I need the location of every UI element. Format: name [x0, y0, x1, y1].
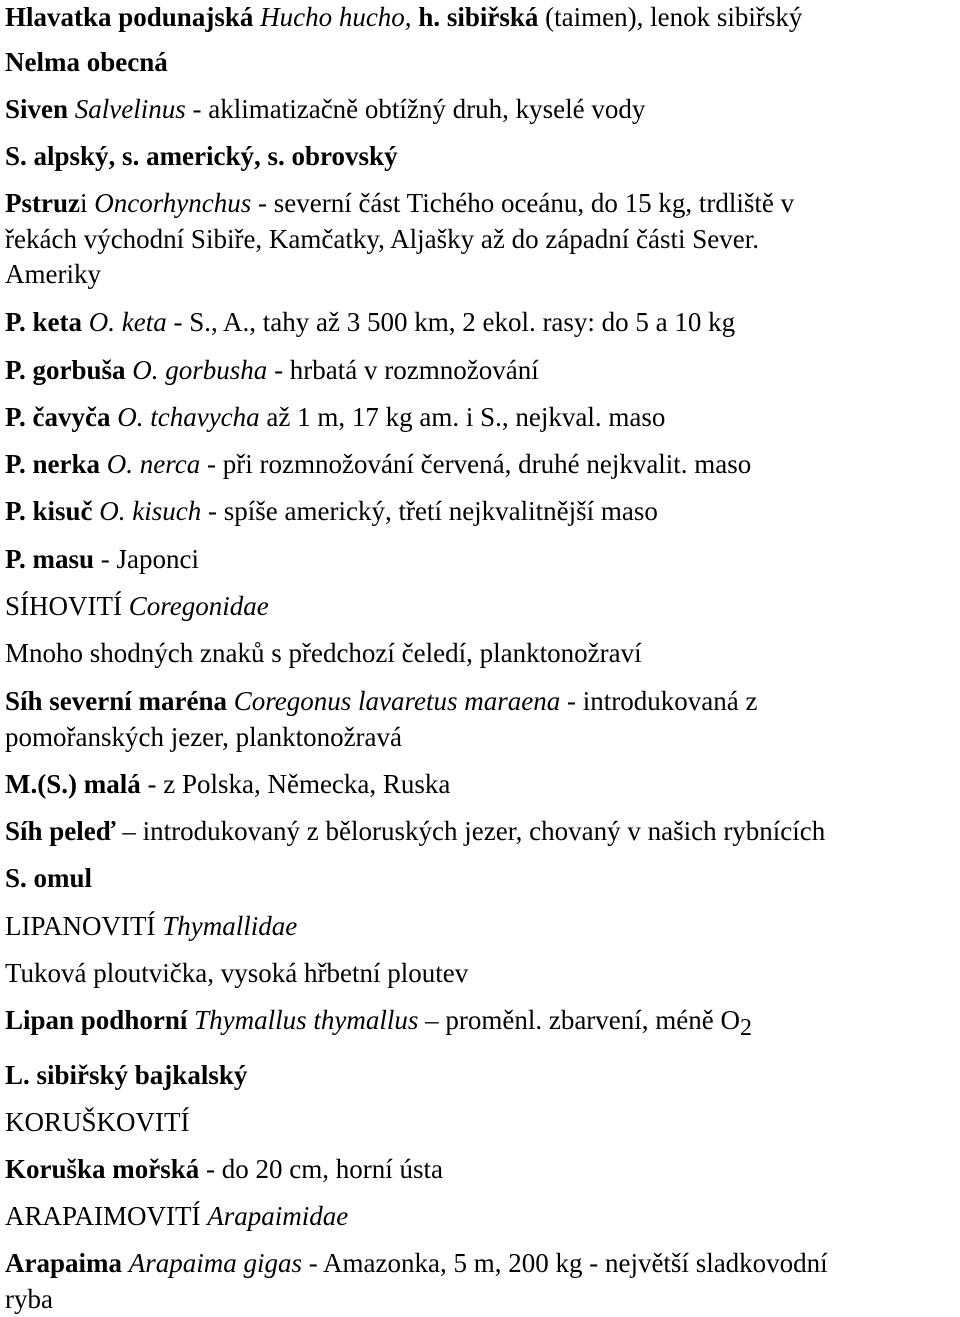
text-segment: P. masu [5, 544, 95, 574]
text-segment: - severní část Tichého oceánu, do 15 kg, trdliště v [251, 188, 795, 218]
text-segment: P. keta [5, 307, 89, 337]
text-line [5, 45, 168, 79]
text-segment: S. omul [5, 863, 93, 893]
text-segment: LIPANOVITÍ [5, 911, 163, 941]
text-segment: O. tchavycha [117, 402, 260, 432]
text-segment: Síh severní maréna [5, 686, 234, 716]
text-segment: P. čavyča [5, 402, 118, 432]
text-segment: L. sibiřský bajkalský [5, 1060, 248, 1090]
text-segment: Síh peleď [5, 816, 123, 846]
text-segment: Arapaima [5, 1248, 129, 1278]
text-line [5, 0, 802, 34]
text-segment: Nelma obecná [5, 47, 168, 77]
text-segment: - S., A., tahy až 3 500 km, 2 ekol. rasy: do 5 a 10 kg [166, 307, 736, 337]
text-segment: Coregonidae [128, 591, 269, 621]
text-segment: SÍHOVITÍ [5, 591, 129, 621]
text-segment: Siven [5, 94, 75, 124]
text-segment: - hrbatá v rozmnožování [267, 355, 539, 385]
text-line [5, 305, 735, 339]
text-segment: P. kisuč [5, 496, 100, 526]
text-line [5, 1246, 828, 1280]
text-segment: - introdukovaná z [560, 686, 758, 716]
text-segment: M.(S.) malá [5, 769, 141, 799]
text-line [5, 222, 759, 256]
text-segment: 2 [740, 1015, 752, 1041]
text-line [5, 400, 665, 434]
text-segment: až 1 m, 17 kg am. i S., nejkval. maso [259, 402, 666, 432]
text-line [5, 1152, 443, 1186]
text-segment: Hlavatka podunajská [5, 2, 261, 32]
text-segment: Thymallus thymallus [194, 1005, 419, 1035]
text-line [5, 1199, 348, 1233]
text-line [5, 814, 825, 848]
text-segment: (taimen), lenok sibiřský [545, 2, 803, 32]
text-segment: - z Polska, Německa, Ruska [140, 769, 451, 799]
text-segment: O. keta [88, 307, 167, 337]
text-segment: Thymallidae [162, 911, 298, 941]
text-line [5, 720, 402, 754]
text-segment: Oncorhynchus [94, 188, 252, 218]
text-segment: S. alpský, s. americký, s. obrovský [5, 141, 398, 171]
text-line [5, 589, 269, 623]
text-segment: – introdukovaný z běloruských jezer, chovaný v našich rybnících [122, 816, 826, 846]
text-segment: Mnoho shodných znaků s předchozí čeledí, planktonožraví [5, 638, 642, 668]
text-segment: - spíše americký, třetí nejkvalitnější maso [201, 496, 658, 526]
text-segment: Salvelinus [74, 94, 186, 124]
text-segment: Coregonus lavaretus maraena [233, 686, 561, 716]
text-line [5, 767, 450, 801]
text-line [5, 636, 642, 670]
text-segment: i [79, 188, 95, 218]
text-segment: O. kisuch [99, 496, 202, 526]
text-segment: - Amazonka, 5 m, 200 kg - největší sladkovodní [302, 1248, 828, 1278]
text-line [5, 542, 199, 576]
text-segment: Arapaimidae [207, 1201, 349, 1231]
text-segment: O. gorbusha [132, 355, 268, 385]
text-segment: KORUŠKOVITÍ [5, 1107, 190, 1137]
text-line [5, 186, 794, 220]
text-segment: - do 20 cm, horní ústa [199, 1154, 443, 1184]
text-line [5, 494, 658, 528]
text-line [5, 1282, 53, 1316]
text-line [5, 447, 751, 481]
text-segment: – proměnl. zbarvení, méně O [418, 1005, 740, 1035]
text-line [5, 92, 645, 126]
text-line [5, 861, 92, 895]
text-line [5, 956, 468, 990]
text-line [5, 1058, 247, 1092]
text-segment: Hucho hucho, [260, 2, 419, 32]
text-segment: Koruška mořská [5, 1154, 200, 1184]
text-segment: řekách východní Sibiře, Kamčatky, Aljašky až do západní části Sever. [5, 224, 760, 254]
text-line [5, 1105, 190, 1139]
text-segment: - při rozmnožování červená, druhé nejkvalit. maso [200, 449, 752, 479]
text-segment: - aklimatizačně obtížný druh, kyselé vody [185, 94, 646, 124]
text-segment: h. sibiřská [418, 2, 546, 32]
text-segment: ARAPAIMOVITÍ [5, 1201, 208, 1231]
text-segment: P. gorbuša [5, 355, 133, 385]
text-segment: Ameriky [5, 259, 101, 289]
text-line [5, 353, 539, 387]
text-segment: O. nerca [106, 449, 201, 479]
text-segment: pomořanských jezer, planktonožravá [5, 722, 403, 752]
text-segment: Pstruz [5, 188, 80, 218]
text-segment: Tuková ploutvička, vysoká hřbetní ploutev [5, 958, 469, 988]
text-line [5, 257, 101, 291]
text-segment: Lipan podhorní [5, 1005, 195, 1035]
text-line [5, 139, 398, 173]
text-segment: ryba [5, 1284, 53, 1314]
text-line [5, 1003, 752, 1039]
text-line [5, 909, 297, 943]
text-segment: Arapaima gigas [128, 1248, 303, 1278]
text-segment: - Japonci [94, 544, 199, 574]
text-line [5, 684, 757, 718]
text-segment: P. nerka [5, 449, 107, 479]
